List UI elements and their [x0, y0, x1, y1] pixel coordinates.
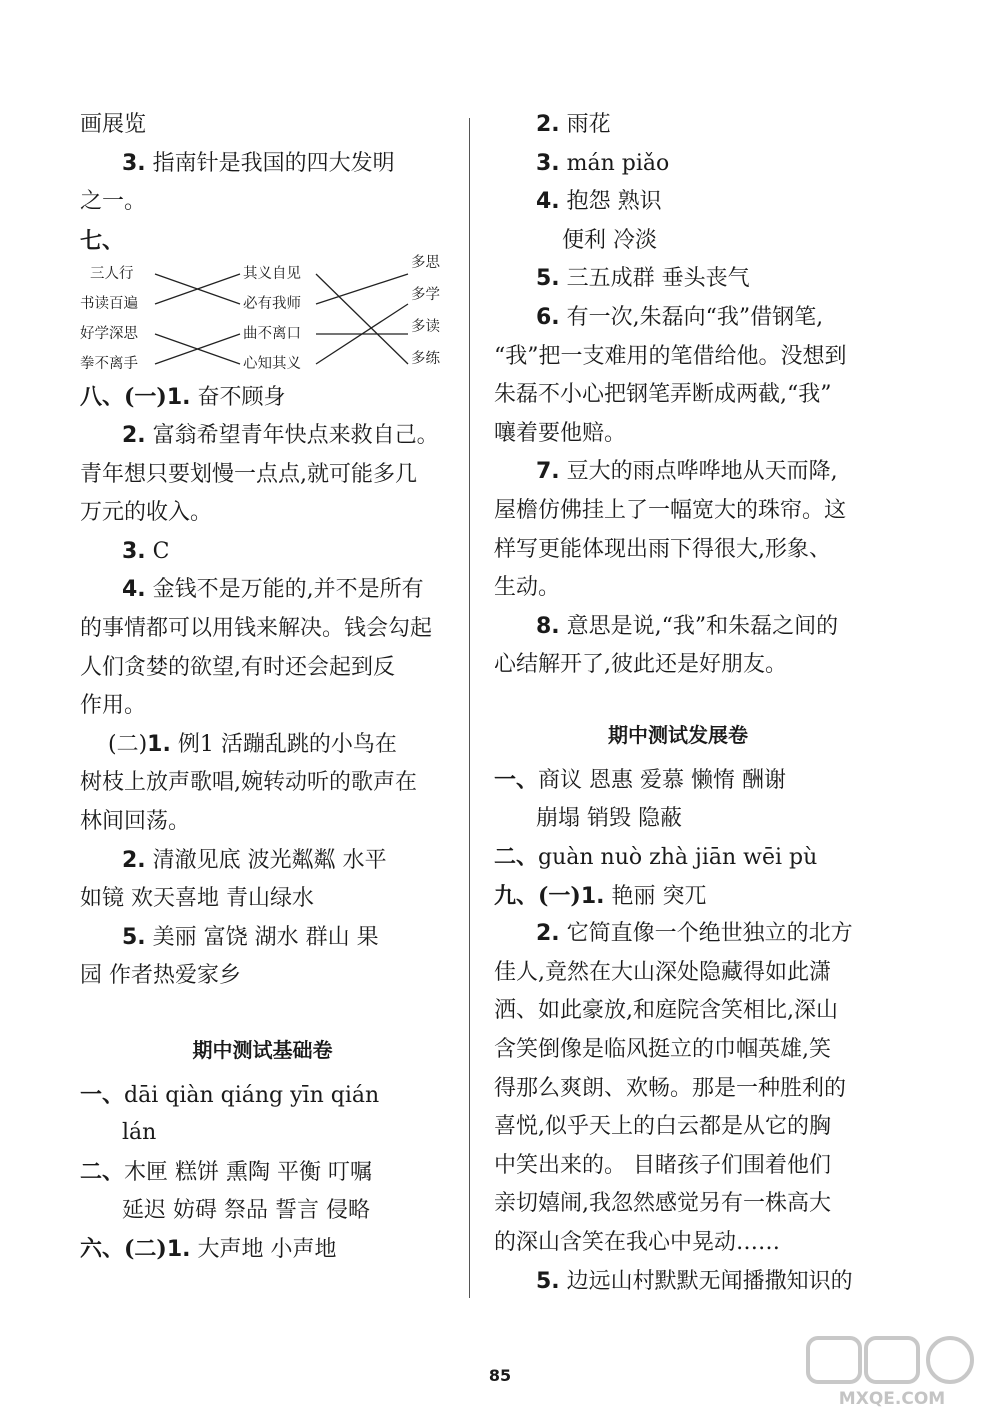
answer-line: 8. 意思是说,“我”和朱磊之间的: [536, 613, 839, 639]
answer-line: 佳人,竟然在大山深处隐藏得如此潇: [494, 959, 831, 985]
match-left-item: 好学深思: [80, 326, 138, 343]
match-middle-item: 其义自见: [243, 266, 301, 283]
answer-line: 作用。: [80, 693, 147, 719]
answer-line: 二、guàn nuò zhà jiān wēi pù: [494, 844, 818, 871]
match-right-item: 多读: [411, 319, 440, 336]
section-title-development: 期中测试发展卷: [608, 722, 748, 747]
answer-line: 崩塌 销毁 隐蔽: [536, 805, 682, 831]
answer-line: 5. 三五成群 垂头丧气: [536, 266, 750, 292]
answer-line: 2. 富翁希望青年快点来救自己。: [122, 422, 439, 448]
answer-line: 六、(二)1. 大声地 小声地: [80, 1236, 337, 1263]
answer-line: 如镜 欢天喜地 青山绿水: [80, 886, 314, 912]
answer-line: 4. 金钱不是万能的,并不是所有: [122, 577, 424, 603]
match-left-item: 书读百遍: [80, 296, 138, 313]
answer-line: 5. 美丽 富饶 湖水 群山 果: [122, 924, 379, 950]
answer-line: 延迟 妨碍 祭品 誓言 侵略: [122, 1197, 370, 1223]
watermark-text: MXQE.COM: [838, 1389, 946, 1408]
answer-line: 7. 豆大的雨点哗哗地从天而降,: [536, 459, 838, 485]
answer-line: 2. 它简直像一个绝世独立的北方: [536, 921, 853, 947]
answer-line: 3. mán piǎo: [536, 150, 670, 176]
page-number: 85: [488, 1366, 512, 1385]
match-left-item: 三人行: [90, 266, 134, 283]
answer-line: 心结解开了,彼此还是好朋友。: [494, 652, 787, 678]
section-seven-heading: 七、: [80, 227, 125, 254]
section-title-basic: 期中测试基础卷: [192, 1037, 333, 1062]
answer-line: 中笑出来的。 目睹孩子们围着他们: [494, 1152, 831, 1178]
answer-line: 一、商议 恩惠 爱慕 懒惰 酬谢: [494, 766, 786, 793]
match-middle-item: 曲不离口: [243, 326, 301, 343]
answer-line: 的事情都可以用钱来解决。钱会勾起: [80, 615, 433, 641]
answer-line: 3. C: [122, 538, 170, 564]
answer-line: 万元的收入。: [80, 500, 213, 526]
answer-line: 洒、如此豪放,和庭院含笑相比,深山: [494, 998, 838, 1024]
answer-line: lán: [122, 1120, 157, 1146]
answer-line: 二、木匣 糕饼 熏陶 平衡 叮嘱: [80, 1159, 372, 1186]
answer-line: 的深山含笑在我心中晃动……: [494, 1230, 781, 1256]
answer-line: 便利 冷淡: [562, 227, 657, 253]
right-column: [494, 106, 862, 1301]
answer-line: “我”把一支难用的笔借给他。没想到: [494, 343, 847, 369]
match-left-item: 拳不离手: [80, 356, 138, 373]
answer-line: 一、dāi qiàn qiáng yīn qián: [80, 1081, 380, 1108]
matching-exercise: [80, 255, 445, 378]
answer-line: 喜悦,似乎天上的白云都是从它的胸: [494, 1114, 831, 1140]
answer-line: 画展览: [80, 112, 147, 137]
answer-line: 之一。: [80, 189, 147, 215]
answer-line: 3. 指南针是我国的四大发明: [122, 150, 395, 176]
answer-line: 2. 清澈见底 波光粼粼 水平: [122, 847, 387, 873]
answer-line: 含笑倒像是临风挺立的巾帼英雄,笑: [494, 1037, 831, 1063]
answer-line: 得那么爽朗、欢畅。那是一种胜利的: [494, 1075, 847, 1101]
answer-line: 2. 雨花: [536, 112, 611, 137]
match-right-item: 多练: [411, 351, 440, 368]
answer-line: 树枝上放声歌唱,婉转动听的歌声在: [80, 770, 417, 796]
watermark-logo-icon: [802, 1336, 982, 1408]
answer-line: 6. 有一次,朱磊向“我”借钢笔,: [536, 304, 824, 330]
answer-line: 人们贪婪的欲望,有时还会起到反: [80, 654, 395, 680]
answer-line: (二)1. 例1 活蹦乱跳的小鸟在: [108, 731, 397, 757]
answer-line: 九、(一)1. 艳丽 突兀: [494, 882, 707, 909]
answer-line: 朱磊不小心把钢笔弄断成两截,“我”: [494, 382, 832, 408]
answer-line: 4. 抱怨 熟识: [536, 189, 662, 215]
answer-line: 园 作者热爱家乡: [80, 963, 241, 989]
answer-line: 青年想只要划慢一点点,就可能多几: [80, 461, 417, 487]
answer-line: 屋檐仿佛挂上了一幅宽大的珠帘。这: [494, 497, 847, 523]
answer-line: 生动。: [494, 575, 561, 601]
match-middle-item: 必有我师: [243, 296, 301, 313]
match-middle-item: 心知其义: [243, 356, 301, 373]
answer-line: 林间回荡。: [80, 808, 191, 834]
match-right-item: 多思: [411, 255, 440, 272]
answer-line: 八、(一)1. 奋不顾身: [80, 384, 286, 411]
column-divider: [469, 118, 470, 1298]
left-column: [80, 106, 445, 1269]
match-right-item: 多学: [411, 287, 440, 304]
answer-line: 亲切嬉闹,我忽然感觉另有一株高大: [494, 1191, 831, 1217]
answer-line: 5. 边远山村默默无闻播撒知识的: [536, 1268, 853, 1294]
answer-line: 嚷着要他赔。: [494, 420, 627, 446]
answer-line: 样写更能体现出雨下得很大,形象、: [494, 536, 831, 562]
